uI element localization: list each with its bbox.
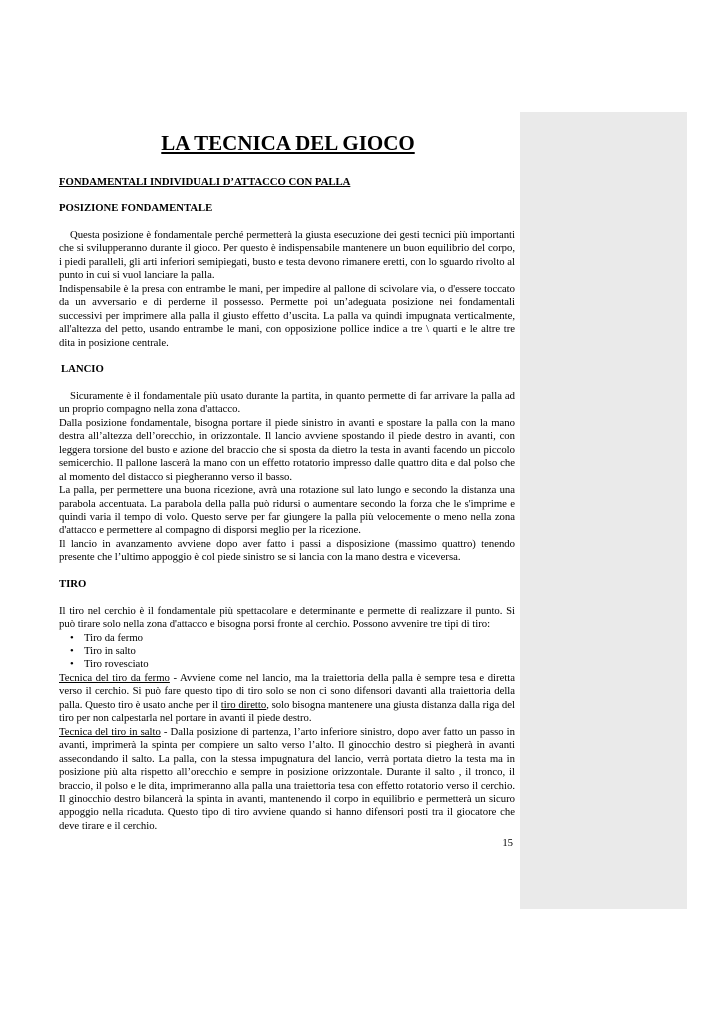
page-number: 15 — [502, 837, 513, 850]
tiro-diretto-link: tiro diretto — [220, 698, 267, 711]
posizione-paragraph-2: Indispensabile è la presa con entrambe le mani, per impedire al pallone di scivolare via, o d'essere toccato da un avversario e di perderne il possesso. Permette poi un’adeguata posizione nei fondamentali successivi per imprimere alla palla il giusto effetto d’uscita. La palla va quindi impugnata verticalmente, all'altezza del petto, usando entrambe le mani, con opposizione pollice indice a tre \ quarti e le altre tre dita in posizione centrale. — [59, 282, 515, 349]
lancio-paragraph-4: Il lancio in avanzamento avviene dopo aver fatto i passi a disposizione (massimo quattro) tenendo presente che l’ultimo appoggio è col piede sinistro se si lancia con la mano destra e viceversa. — [59, 537, 515, 564]
list-item: • Tiro rovesciato — [74, 658, 515, 671]
page-title: LA TECNICA DEL GIOCO — [161, 131, 415, 155]
heading-lancio: LANCIO — [61, 363, 104, 376]
section-heading: FONDAMENTALI INDIVIDUALI D’ATTACCO CON PALLA — [59, 176, 351, 188]
lancio-paragraph-3: La palla, per permettere una buona ricezione, avrà una rotazione sul lato lungo e secondo la distanza una parabola accentuata. La parabola della palla può ridursi o aumentare secondo la forza che le s'imprime e quindi varia il tempo di volo. Questo serve per far giungere la palla più velocemente o meno nella zona d'attacco e permettere al compagno di disporsi meglio per la ricezione. — [59, 484, 515, 537]
lancio-paragraph-1: Sicuramente è il fondamentale più usato durante la partita, in quanto permette di far arrivare la palla ad un proprio compagno nella zona d'attacco. — [59, 389, 515, 416]
comment-pane — [520, 112, 687, 909]
tiro-salto-label: Tecnica del tiro in salto — [59, 725, 161, 738]
lancio-paragraph-2: Dalla posizione fondamentale, bisogna portare il piede sinistro in avanti e spostare la palla con la mano destra all’altezza dell’orecchio, in orizzontale. Il lancio avviene spostando il piede destro in avanti, con leggera torsione del busto e azione del braccio che si sposta da dietro la testa in avanti facendo un piccolo semicerchio. Il pallone lascerà la mano con un effetto rotatorio impresso dalle quattro dita e dal polso che al momento del distacco si piegheranno verso il basso. — [59, 416, 515, 483]
tiro-salto-paragraph — [59, 726, 515, 834]
list-item: • Tiro in salto — [74, 645, 515, 658]
tiro-fermo-label: Tecnica del tiro da fermo — [59, 671, 170, 684]
list-item: • Tiro da fermo — [74, 632, 515, 645]
heading-tiro: TIRO — [59, 578, 87, 591]
tiro-fermo-paragraph — [59, 672, 515, 726]
tiro-paragraph-1: Il tiro nel cerchio è il fondamentale più spettacolare e determinante e permette di realizzare il punto. Si può tirare solo nella zona d'attacco e bisogna porsi fronte al cerchio. Possono avvenire tre tipi di tiro: — [59, 604, 515, 631]
posizione-paragraph-1: Questa posizione è fondamentale perché permetterà la giusta esecuzione dei gesti tecnici più importanti che si svilupperanno durante il gioco. Per questo è indispensabile mantenere un buon equilibrio del corpo, i piedi paralleli, gli arti inferiori semipiegati, busto e testa devono rimanere eretti, con lo sguardo rivolto al punto in cui si vuol lanciare la palla. — [59, 228, 515, 282]
tiro-fermo-text-a: - Avviene come nel lancio, ma la traiettoria della palla è sempre tesa e diretta verso il cerchio. Si può fare questo tipo di tiro solo se non ci sono difensori davanti alla traiettoria della palla. Questo tiro è usato anche per il — [59, 671, 516, 711]
heading-posizione: POSIZIONE FONDAMENTALE — [59, 202, 213, 215]
tiro-fermo-text-b: , solo bisogna mantenere una giusta distanza dalla riga del tiro per non calpestarla nel portare in avanti il piede destro. — [59, 698, 515, 725]
tiro-salto-text: - Dalla posizione di partenza, l’arto inferiore sinistro, dopo aver fatto un passo in avanti, imprimerà la spinta per compiere un salto verso l’alto. Il ginocchio destro si piegherà in avanti assecondando il salto. La palla, con la stessa impugnatura del lancio, verrà portata dietro la testa ma in posizione più alta rispetto all’orecchio e sempre in posizione orizzontale. Durante il salto , il tronco, il braccio, il polso e le dita, imprimeranno alla palla una traiettoria tesa con effetto rotatorio verso il cerchio. Il ginocchio destro bilancerà la spinta in avanti, mantenendo il corpo in equilibrio e permetterà un sicuro appoggio nella ricaduta. Questo tipo di tiro avviene quando si hanno difensori posti tra il giocatore che deve tirare e il cerchio. — [59, 725, 515, 832]
document-page — [59, 130, 515, 851]
tiro-types-list — [59, 632, 515, 672]
